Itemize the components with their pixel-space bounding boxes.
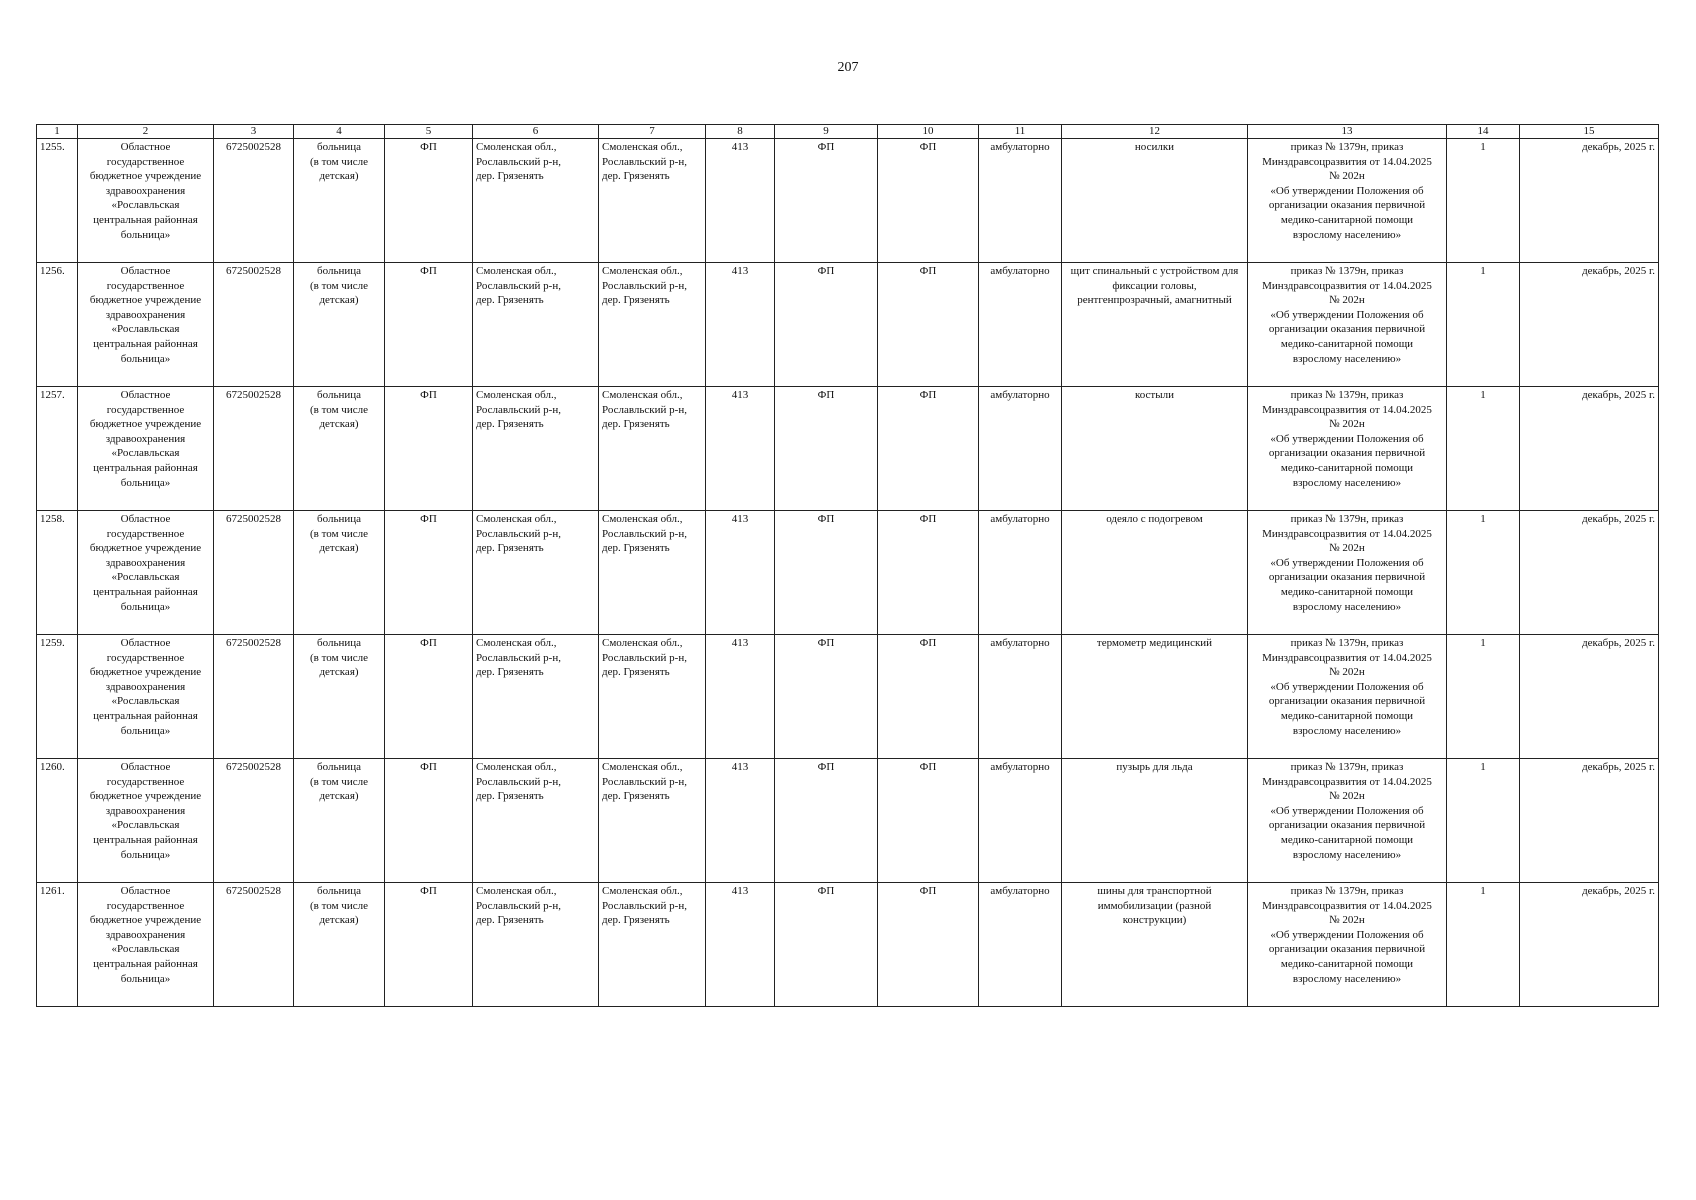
deadline-cell: декабрь, 2025 г.: [1520, 635, 1659, 759]
unit-cell: ФП: [385, 387, 473, 511]
inn-cell: 6725002528: [214, 635, 294, 759]
col10-cell: ФП: [878, 883, 979, 1007]
col10-cell: ФП: [878, 635, 979, 759]
unit-cell: ФП: [385, 139, 473, 263]
institution-name: Областное государственное бюджетное учреждение здравоохранения «Рославльская центральная районная больница»: [78, 139, 214, 263]
row-number: 1258.: [37, 511, 78, 635]
row-number: 1260.: [37, 759, 78, 883]
code-cell: 413: [706, 759, 775, 883]
address-cell: Смоленская обл., Рославльский р-н, дер. Грязенять: [599, 263, 706, 387]
quantity-cell: 1: [1447, 139, 1520, 263]
institution-name: Областное государственное бюджетное учреждение здравоохранения «Рославльская центральная районная больница»: [78, 387, 214, 511]
column-header: 12: [1062, 125, 1248, 139]
col9-cell: ФП: [775, 635, 878, 759]
care-form-cell: амбулаторно: [979, 511, 1062, 635]
column-header: 13: [1248, 125, 1447, 139]
care-form-cell: амбулаторно: [979, 139, 1062, 263]
unit-cell: ФП: [385, 263, 473, 387]
deadline-cell: декабрь, 2025 г.: [1520, 139, 1659, 263]
care-form-cell: амбулаторно: [979, 883, 1062, 1007]
col10-cell: ФП: [878, 759, 979, 883]
row-number: 1259.: [37, 635, 78, 759]
quantity-cell: 1: [1447, 635, 1520, 759]
table-row: [37, 387, 1659, 511]
deadline-cell: декабрь, 2025 г.: [1520, 387, 1659, 511]
inn-cell: 6725002528: [214, 263, 294, 387]
table-row: [37, 759, 1659, 883]
column-header: 9: [775, 125, 878, 139]
quantity-cell: 1: [1447, 759, 1520, 883]
col9-cell: ФП: [775, 511, 878, 635]
code-cell: 413: [706, 139, 775, 263]
org-type: больница (в том числе детская): [294, 759, 385, 883]
unit-cell: ФП: [385, 883, 473, 1007]
code-cell: 413: [706, 511, 775, 635]
column-header: 8: [706, 125, 775, 139]
org-type: больница (в том числе детская): [294, 139, 385, 263]
basis-cell: приказ № 1379н, приказ Минздравсоцразвития от 14.04.2025 № 202н «Об утверждении Положения об организации оказания первичной медико-санитарной помощи взрослому населению»: [1248, 511, 1447, 635]
col10-cell: ФП: [878, 387, 979, 511]
unit-cell: ФП: [385, 511, 473, 635]
col9-cell: ФП: [775, 759, 878, 883]
header-row: [37, 125, 1659, 139]
care-form-cell: амбулаторно: [979, 387, 1062, 511]
column-header: 14: [1447, 125, 1520, 139]
unit-cell: ФП: [385, 759, 473, 883]
equipment-cell: пузырь для льда: [1062, 759, 1248, 883]
col9-cell: ФП: [775, 263, 878, 387]
table-row: [37, 263, 1659, 387]
basis-cell: приказ № 1379н, приказ Минздравсоцразвития от 14.04.2025 № 202н «Об утверждении Положения об организации оказания первичной медико-санитарной помощи взрослому населению»: [1248, 387, 1447, 511]
table-row: [37, 511, 1659, 635]
basis-cell: приказ № 1379н, приказ Минздравсоцразвития от 14.04.2025 № 202н «Об утверждении Положения об организации оказания первичной медико-санитарной помощи взрослому населению»: [1248, 139, 1447, 263]
address-cell: Смоленская обл., Рославльский р-н, дер. Грязенять: [473, 759, 599, 883]
inn-cell: 6725002528: [214, 387, 294, 511]
address-cell: Смоленская обл., Рославльский р-н, дер. Грязенять: [473, 635, 599, 759]
column-header: 15: [1520, 125, 1659, 139]
table-row: [37, 883, 1659, 1007]
row-number: 1255.: [37, 139, 78, 263]
address-cell: Смоленская обл., Рославльский р-н, дер. Грязенять: [473, 511, 599, 635]
address-cell: Смоленская обл., Рославльский р-н, дер. Грязенять: [473, 387, 599, 511]
col10-cell: ФП: [878, 511, 979, 635]
address-cell: Смоленская обл., Рославльский р-н, дер. Грязенять: [599, 387, 706, 511]
registry-table: [36, 124, 1659, 1007]
basis-cell: приказ № 1379н, приказ Минздравсоцразвития от 14.04.2025 № 202н «Об утверждении Положения об организации оказания первичной медико-санитарной помощи взрослому населению»: [1248, 883, 1447, 1007]
deadline-cell: декабрь, 2025 г.: [1520, 511, 1659, 635]
equipment-cell: носилки: [1062, 139, 1248, 263]
col9-cell: ФП: [775, 387, 878, 511]
col10-cell: ФП: [878, 263, 979, 387]
address-cell: Смоленская обл., Рославльский р-н, дер. Грязенять: [599, 139, 706, 263]
code-cell: 413: [706, 263, 775, 387]
column-header: 10: [878, 125, 979, 139]
care-form-cell: амбулаторно: [979, 759, 1062, 883]
basis-cell: приказ № 1379н, приказ Минздравсоцразвития от 14.04.2025 № 202н «Об утверждении Положения об организации оказания первичной медико-санитарной помощи взрослому населению»: [1248, 263, 1447, 387]
basis-cell: приказ № 1379н, приказ Минздравсоцразвития от 14.04.2025 № 202н «Об утверждении Положения об организации оказания первичной медико-санитарной помощи взрослому населению»: [1248, 635, 1447, 759]
care-form-cell: амбулаторно: [979, 635, 1062, 759]
institution-name: Областное государственное бюджетное учреждение здравоохранения «Рославльская центральная районная больница»: [78, 883, 214, 1007]
care-form-cell: амбулаторно: [979, 263, 1062, 387]
table-row: [37, 635, 1659, 759]
inn-cell: 6725002528: [214, 139, 294, 263]
equipment-cell: щит спинальный с устройством для фиксации головы, рентгенпрозрачный, амагнитный: [1062, 263, 1248, 387]
address-cell: Смоленская обл., Рославльский р-н, дер. Грязенять: [599, 635, 706, 759]
equipment-cell: шины для транспортной иммобилизации (разной конструкции): [1062, 883, 1248, 1007]
column-header: 11: [979, 125, 1062, 139]
org-type: больница (в том числе детская): [294, 635, 385, 759]
inn-cell: 6725002528: [214, 759, 294, 883]
institution-name: Областное государственное бюджетное учреждение здравоохранения «Рославльская центральная районная больница»: [78, 263, 214, 387]
column-header: 6: [473, 125, 599, 139]
deadline-cell: декабрь, 2025 г.: [1520, 759, 1659, 883]
address-cell: Смоленская обл., Рославльский р-н, дер. Грязенять: [599, 759, 706, 883]
org-type: больница (в том числе детская): [294, 387, 385, 511]
deadline-cell: декабрь, 2025 г.: [1520, 263, 1659, 387]
table-row: [37, 139, 1659, 263]
institution-name: Областное государственное бюджетное учреждение здравоохранения «Рославльская центральная районная больница»: [78, 511, 214, 635]
column-header: 5: [385, 125, 473, 139]
column-header: 2: [78, 125, 214, 139]
org-type: больница (в том числе детская): [294, 511, 385, 635]
org-type: больница (в том числе детская): [294, 883, 385, 1007]
quantity-cell: 1: [1447, 511, 1520, 635]
col9-cell: ФП: [775, 883, 878, 1007]
inn-cell: 6725002528: [214, 511, 294, 635]
column-header: 1: [37, 125, 78, 139]
quantity-cell: 1: [1447, 263, 1520, 387]
institution-name: Областное государственное бюджетное учреждение здравоохранения «Рославльская центральная районная больница»: [78, 759, 214, 883]
institution-name: Областное государственное бюджетное учреждение здравоохранения «Рославльская центральная районная больница»: [78, 635, 214, 759]
address-cell: Смоленская обл., Рославльский р-н, дер. Грязенять: [473, 139, 599, 263]
col10-cell: ФП: [878, 139, 979, 263]
column-header: 3: [214, 125, 294, 139]
equipment-cell: костыли: [1062, 387, 1248, 511]
equipment-cell: одеяло с подогревом: [1062, 511, 1248, 635]
inn-cell: 6725002528: [214, 883, 294, 1007]
deadline-cell: декабрь, 2025 г.: [1520, 883, 1659, 1007]
page-number: 207: [837, 60, 859, 75]
quantity-cell: 1: [1447, 387, 1520, 511]
code-cell: 413: [706, 635, 775, 759]
row-number: 1256.: [37, 263, 78, 387]
column-header: 4: [294, 125, 385, 139]
address-cell: Смоленская обл., Рославльский р-н, дер. Грязенять: [473, 883, 599, 1007]
org-type: больница (в том числе детская): [294, 263, 385, 387]
address-cell: Смоленская обл., Рославльский р-н, дер. Грязенять: [599, 883, 706, 1007]
col9-cell: ФП: [775, 139, 878, 263]
code-cell: 413: [706, 883, 775, 1007]
code-cell: 413: [706, 387, 775, 511]
row-number: 1261.: [37, 883, 78, 1007]
unit-cell: ФП: [385, 635, 473, 759]
equipment-cell: термометр медицинский: [1062, 635, 1248, 759]
column-header: 7: [599, 125, 706, 139]
quantity-cell: 1: [1447, 883, 1520, 1007]
address-cell: Смоленская обл., Рославльский р-н, дер. Грязенять: [599, 511, 706, 635]
address-cell: Смоленская обл., Рославльский р-н, дер. Грязенять: [473, 263, 599, 387]
basis-cell: приказ № 1379н, приказ Минздравсоцразвития от 14.04.2025 № 202н «Об утверждении Положения об организации оказания первичной медико-санитарной помощи взрослому населению»: [1248, 759, 1447, 883]
row-number: 1257.: [37, 387, 78, 511]
